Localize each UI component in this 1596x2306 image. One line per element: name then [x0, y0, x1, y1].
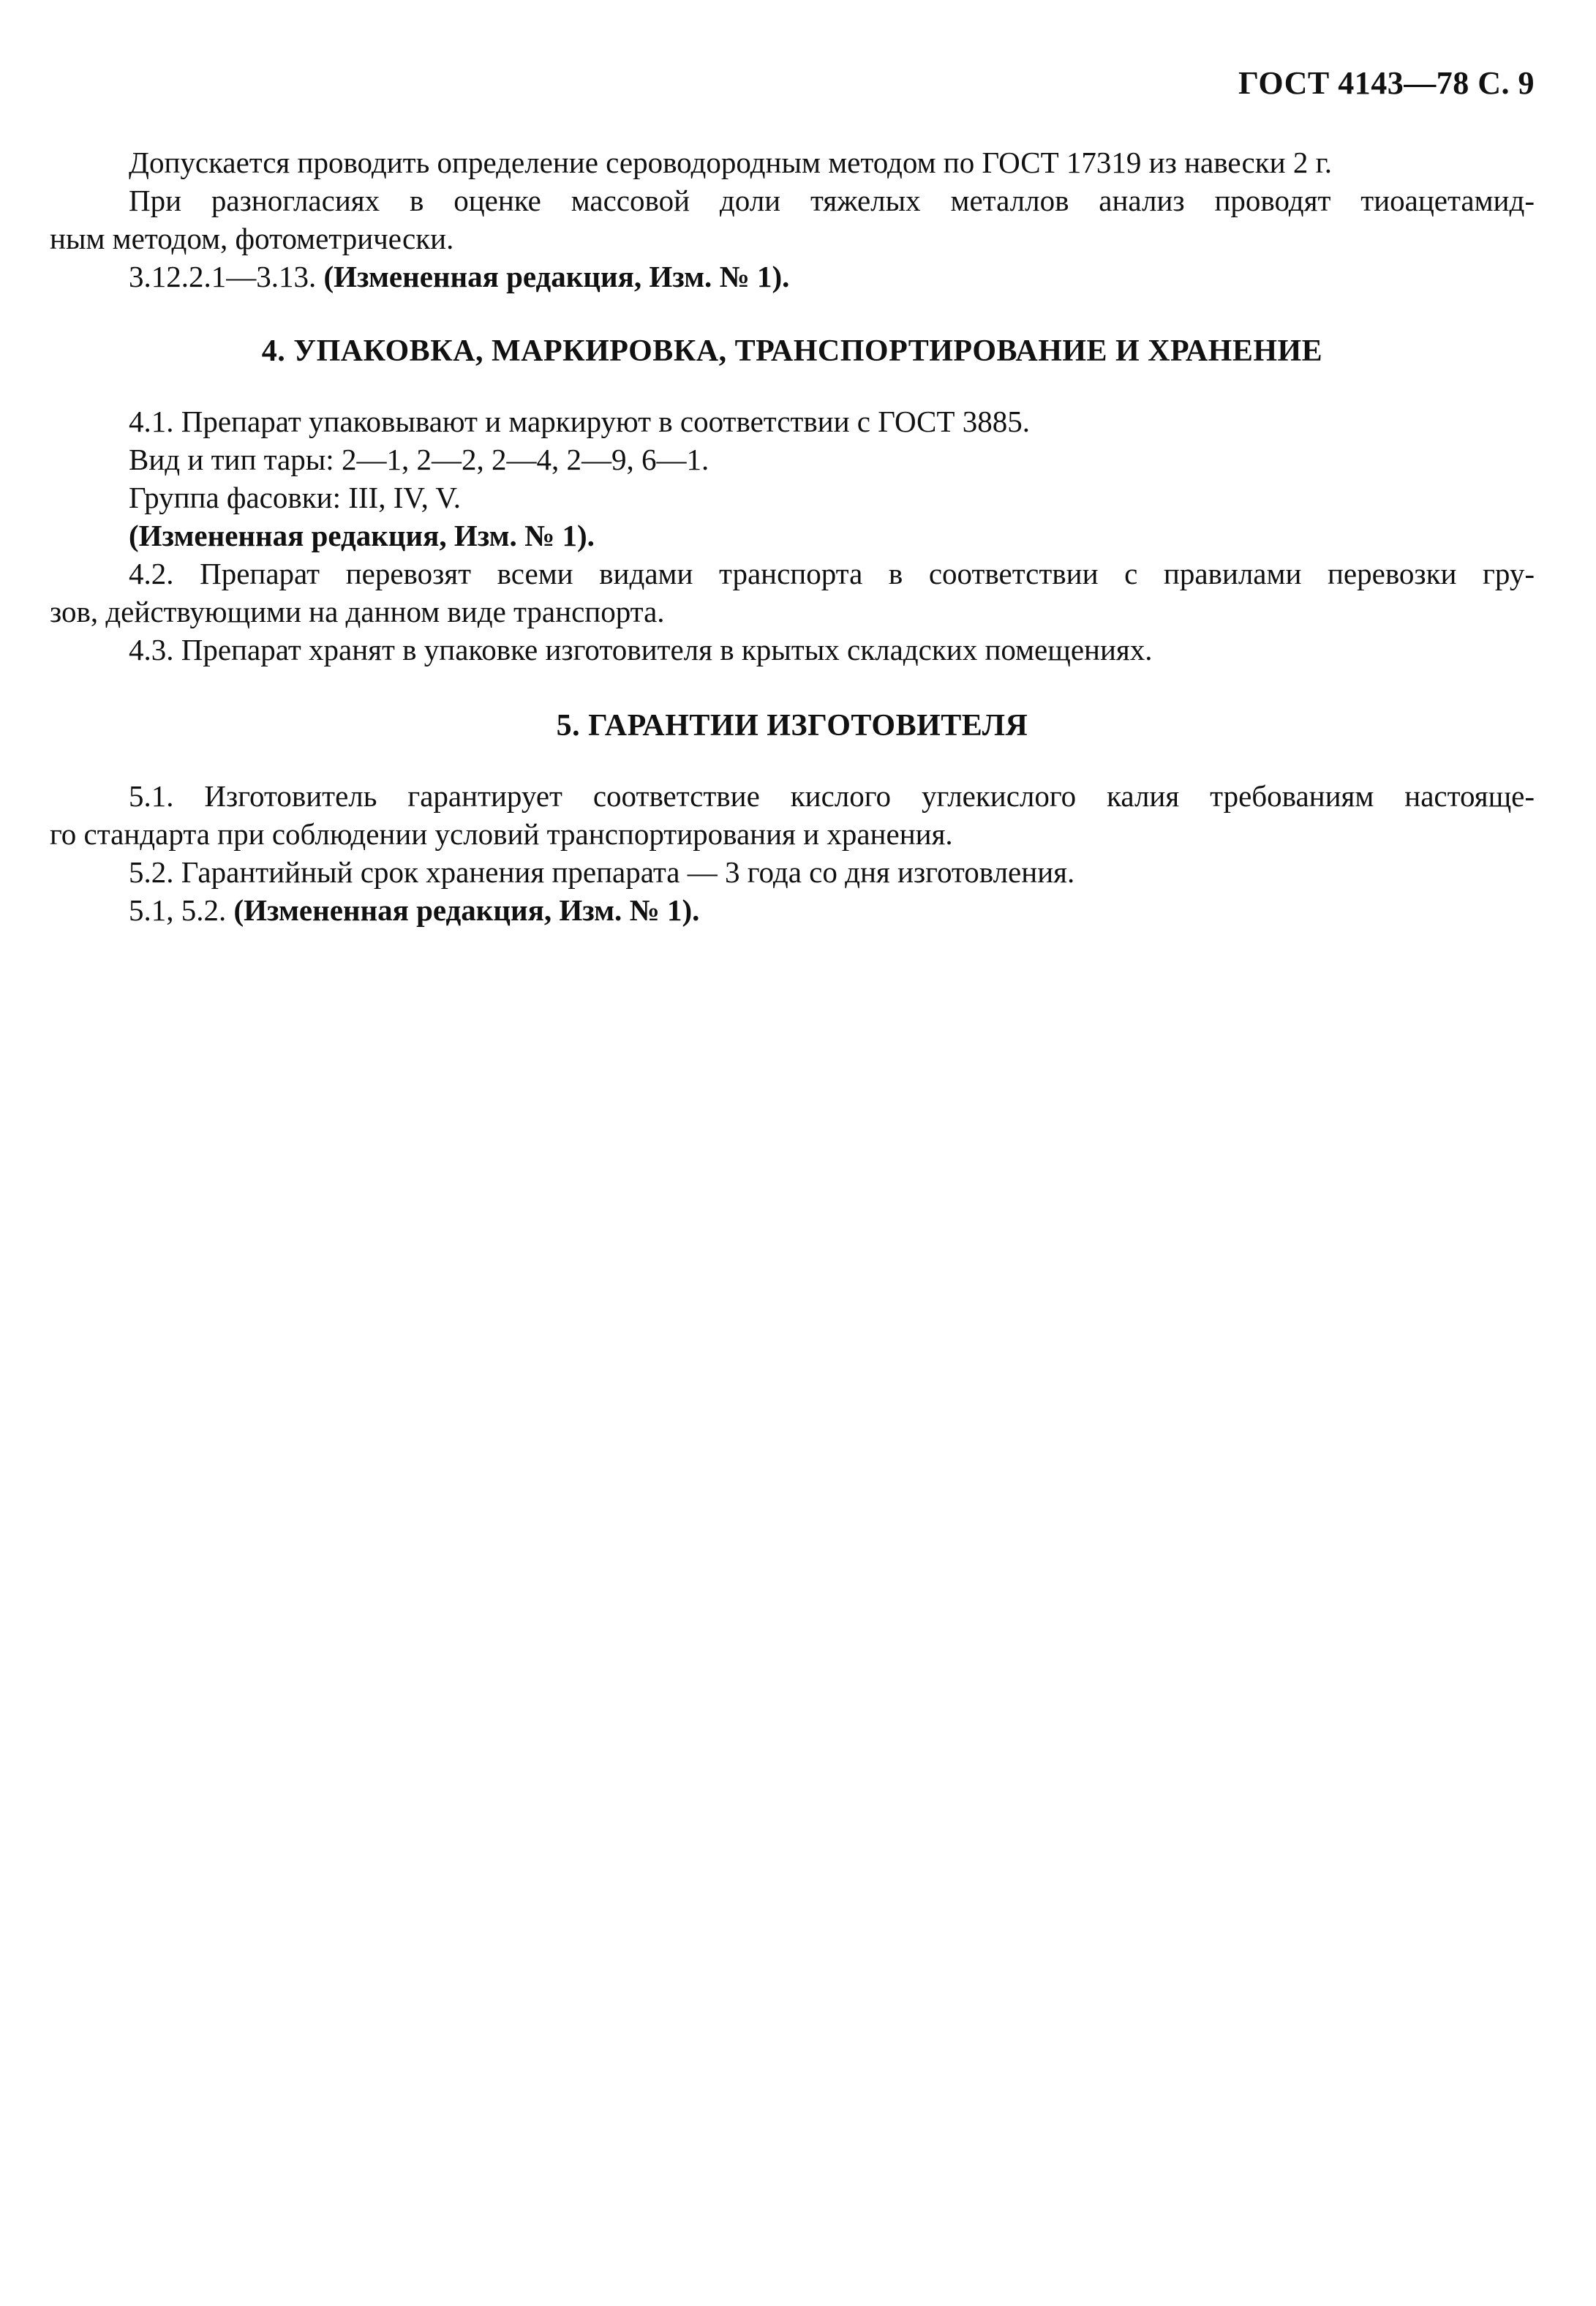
paragraph-4-2-line-2: зов, действующими на данном виде транспорта. — [50, 595, 665, 628]
amendment-note: (Измененная редакция, Изм. № 1). — [323, 260, 790, 293]
running-title: ГОСТ 4143—78 С. 9 — [1238, 65, 1535, 101]
amendment-note: (Измененная редакция, Изм. № 1). — [233, 893, 700, 927]
section-heading-packaging: 4. УПАКОВКА, МАРКИРОВКА, ТРАНСПОРТИРОВАНИЕ И ХРАНЕНИЕ — [261, 334, 1323, 368]
paragraph-5-2: 5.2. Гарантийный срок хранения препарата — 3 года со дня изготовления. — [129, 855, 1075, 889]
paragraph-4-1: 4.1. Препарат упаковывают и маркируют в соответствии с ГОСТ 3885. — [129, 405, 1030, 438]
paragraph-container-types: Вид и тип тары: 2—1, 2—2, 2—4, 2—9, 6—1. — [129, 443, 709, 476]
amendment-note-3-12 — [50, 258, 1535, 296]
clause-reference: 3.12.2.1—3.13. — [129, 260, 317, 293]
paragraph-disagreement-line-1: При разногласиях в оценке массовой доли тяжелых металлов анализ проводят тиоацетамид- — [129, 184, 1535, 217]
amendment-note-5 — [50, 891, 1535, 929]
paragraph-4-3: 4.3. Препарат хранят в упаковке изготовителя в крытых складских помещениях. — [129, 633, 1153, 666]
paragraph-4-2-line-1: 4.2. Препарат перевозят всеми видами транспорта в соответствии с правилами перевозки гру- — [129, 557, 1535, 590]
paragraph-5-1-line-2: го стандарта при соблюдении условий транспортирования и хранения. — [50, 817, 953, 851]
document-body — [50, 143, 1535, 929]
paragraph-5-1-line-1: 5.1. Изготовитель гарантирует соответствие кислого углекислого калия требованиям настояще- — [129, 779, 1535, 813]
section-heading-warranty: 5. ГАРАНТИИ ИЗГОТОВИТЕЛЯ — [556, 709, 1028, 743]
amendment-note: (Измененная редакция, Изм. № 1). — [129, 519, 595, 552]
paragraph-disagreement-line-2: ным методом, фотометрически. — [50, 222, 454, 255]
clause-reference: 5.1, 5.2. — [129, 893, 227, 927]
amendment-note-4-1 — [50, 517, 1535, 555]
paragraph-packing-group: Группа фасовки: III, IV, V. — [129, 481, 462, 514]
paragraph-hydrogen-sulfide-method: Допускается проводить определение сероводородным методом по ГОСТ 17319 из навески 2 г. — [129, 146, 1333, 179]
